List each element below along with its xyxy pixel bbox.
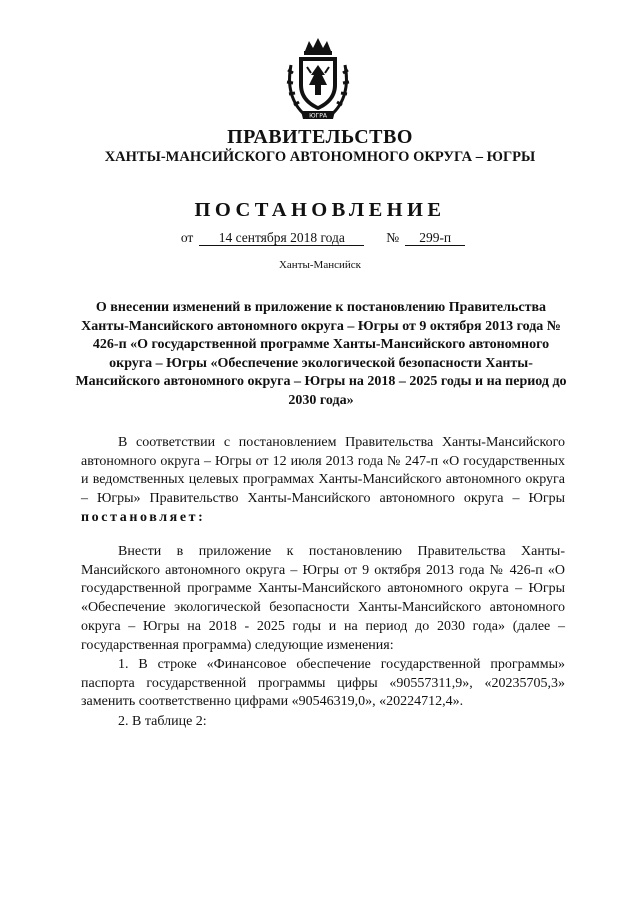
document-type-title: ПОСТАНОВЛЕНИЕ bbox=[194, 199, 446, 221]
item-2-text: 2. В таблице 2: bbox=[118, 714, 207, 729]
preamble-paragraph bbox=[81, 434, 565, 528]
preamble-text: В соответствии с постановлением Правительства Ханты-Мансийского автономного округа – Югры от 12 июля 2013 года № 247-п «О государственных и ведомственных целевых программах Ханты-Мансийского автономного округа – Югры» Правительство Ханты-Мансийского автономного округа – Югры bbox=[81, 435, 565, 507]
coat-of-arms-icon bbox=[285, 35, 351, 123]
svg-text:ЮГРА: ЮГРА bbox=[309, 112, 327, 120]
region-title: ХАНТЫ-МАНСИЙСКОГО АВТОНОМНОГО ОКРУГА – ЮГРЫ bbox=[104, 149, 536, 165]
main-text: Внести в приложение к постановлению Правительства Ханты-Мансийского автономного округа – Югры от 9 октября 2013 года № 426-п «О государственной программе Ханты-Мансийского автономного округа – Югры «Обеспечение экологической безопасности Ханты-Мансийского автономного округа – Югры на 2018 - 2025 годы и на период до 2030 года» (далее – государственная программа) следующие изменения: bbox=[81, 544, 565, 653]
document-date: 14 сентября 2018 года bbox=[199, 230, 364, 246]
main-paragraph bbox=[81, 543, 565, 655]
decree-word: постановляет: bbox=[81, 509, 206, 525]
document-subject: О внесении изменений в приложение к постановлению Правительства Ханты-Мансийского автономного округа – Югры от 9 октября 2013 года № 426-п «О государственной программе Ханты-Мансийского автономного округа – Югры «Обеспечение экологической безопасности Ханты-Мансийского автономного округа – Югры на 2018 – 2025 годы и на период до 2030 года» bbox=[75, 300, 567, 408]
date-number-line bbox=[0, 230, 640, 246]
date-prefix: от bbox=[180, 230, 194, 245]
list-item bbox=[81, 656, 565, 712]
list-item bbox=[81, 713, 565, 732]
government-title: ПРАВИТЕЛЬСТВО bbox=[227, 126, 413, 148]
document-number: 299-п bbox=[405, 230, 465, 246]
city-name: Ханты-Мансийск bbox=[278, 259, 361, 271]
number-prefix: № bbox=[386, 230, 400, 245]
item-1-text: 1. В строке «Финансовое обеспечение государственной программы» паспорта государственной программы цифры «90557311,9», «20235705,3» заменить соответственно цифрами «90546319,0», «20224712,4». bbox=[81, 657, 565, 710]
